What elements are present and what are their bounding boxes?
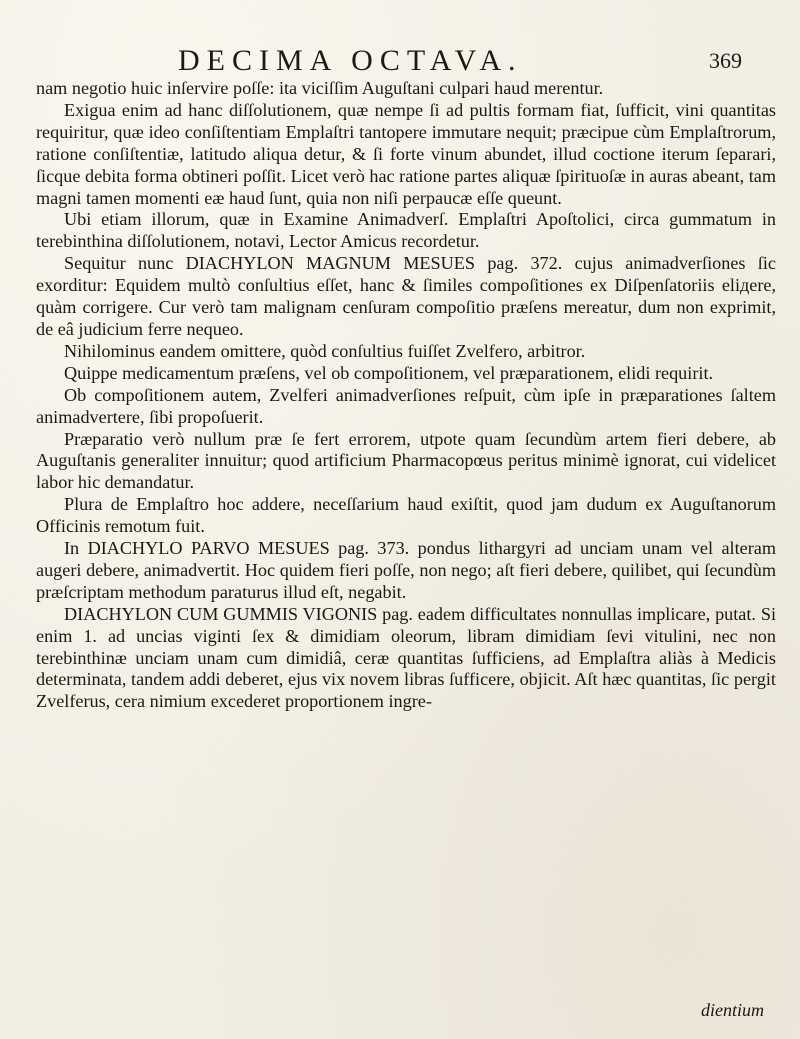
paragraph: Nihilominus eandem omittere, quòd conſultius fuiſſet Zvelfero, arbitror. — [64, 340, 586, 361]
paragraph: Sequitur nunc DIACHYLON MAGNUM MESUES pag. 372. cujus animadverſiones ſic exorditur: Equidem multò conſultius eſſet, hanc & ſimiles compoſitiones ex Diſpenſatoriis eliдere, quàm corrigere. Cur verò tam malignam cenſuram compoſitio præſens mereatur, dum non exprimit, de eâ judicium ferre nequeo. — [36, 253, 776, 339]
paragraph: In DIACHYLO PARVO MESUES pag. 373. pondus lithargyri ad unciam unam vel alteram augeri debere, animadvertit. Hoc quidem fieri poſſe, non nego; aſt fieri debere, quilibet, qui ſecundùm præſcriptam methodum paraturus illud eſt, negabit. — [36, 538, 776, 602]
paragraph: Quippe medicamentum præſens, vel ob compoſitionem, vel præparationem, elidi requirit. — [64, 362, 714, 383]
body-text — [36, 78, 776, 713]
running-head: DECIMA OCTAVA. — [178, 44, 523, 77]
catchword: dientium — [701, 1000, 764, 1020]
paragraph: Præparatio verò nullum præ ſe fert errorem, utpote quam ſecundùm artem fieri debere, ab Auguſtanis generaliter innuitur; quod artificium Pharmacopœus peritus minimè ignorat, cui videlicet labor hic demandatur. — [36, 428, 776, 493]
paragraph: Exigua enim ad hanc diſſolutionem, quæ nempe ſi ad pultis formam fiat, ſufficit, vini quantitas requiritur, quæ ideo conſiſtentiam Emplaſtri tantopere immutare nequit; præcipue cùm Emplaſtrorum, ratione conſiſtentiæ, latitudo aliqua detur, & ſi forte vinum abundet, illud coctione iterum ſeparari, ſicque debita forma obtineri poſſit. Licet verò hac ratione partes aliquæ ſpirituoſæ in auras abeant, tam magni tamen momenti eæ haud ſunt, quia non niſi perpaucæ eſſe queunt. — [36, 99, 776, 208]
paragraph: Plura de Emplaſtro hoc addere, neceſſarium haud exiſtit, quod jam dudum ex Auguſtanorum Officinis remotum fuit. — [36, 494, 776, 537]
paragraph: DIACHYLON CUM GUMMIS VIGONIS pag. eadem difficultates nonnullas implicare, putat. Si enim 1. ad uncias viginti ſex & dimidiam oleorum, libram dimidiam ſevi vitulini, nec non terebinthinæ unciam unam cum dimidiâ, ceræ quantitas ſufficiens, ad Emplaſtra aliàs à Medicis determinata, tandem addi deberet, ejus vix novem libras ſufficere, objicit. Aſt hæc quantitas, ſic pergit Zvelferus, cera nimium excederet proportionem ingre- — [36, 603, 776, 712]
paragraph: Ob compoſitionem autem, Zvelferi animadverſiones reſpuit, cùm ipſe in præparationes ſaltem animadvertere, ſibi propoſuerit. — [36, 384, 776, 427]
paragraph: Ubi etiam illorum, quæ in Examine Animadverſ. Emplaſtri Apoſtolici, circa gummatum in terebinthina diſſolutionem, notavi, Lector Amicus recordetur. — [36, 209, 776, 252]
page-number: 369 — [709, 48, 742, 73]
paragraph-continuation: nam negotio huic inſervire poſſe: ita viciſſim Auguſtani culpari haud merentur. — [36, 78, 604, 98]
